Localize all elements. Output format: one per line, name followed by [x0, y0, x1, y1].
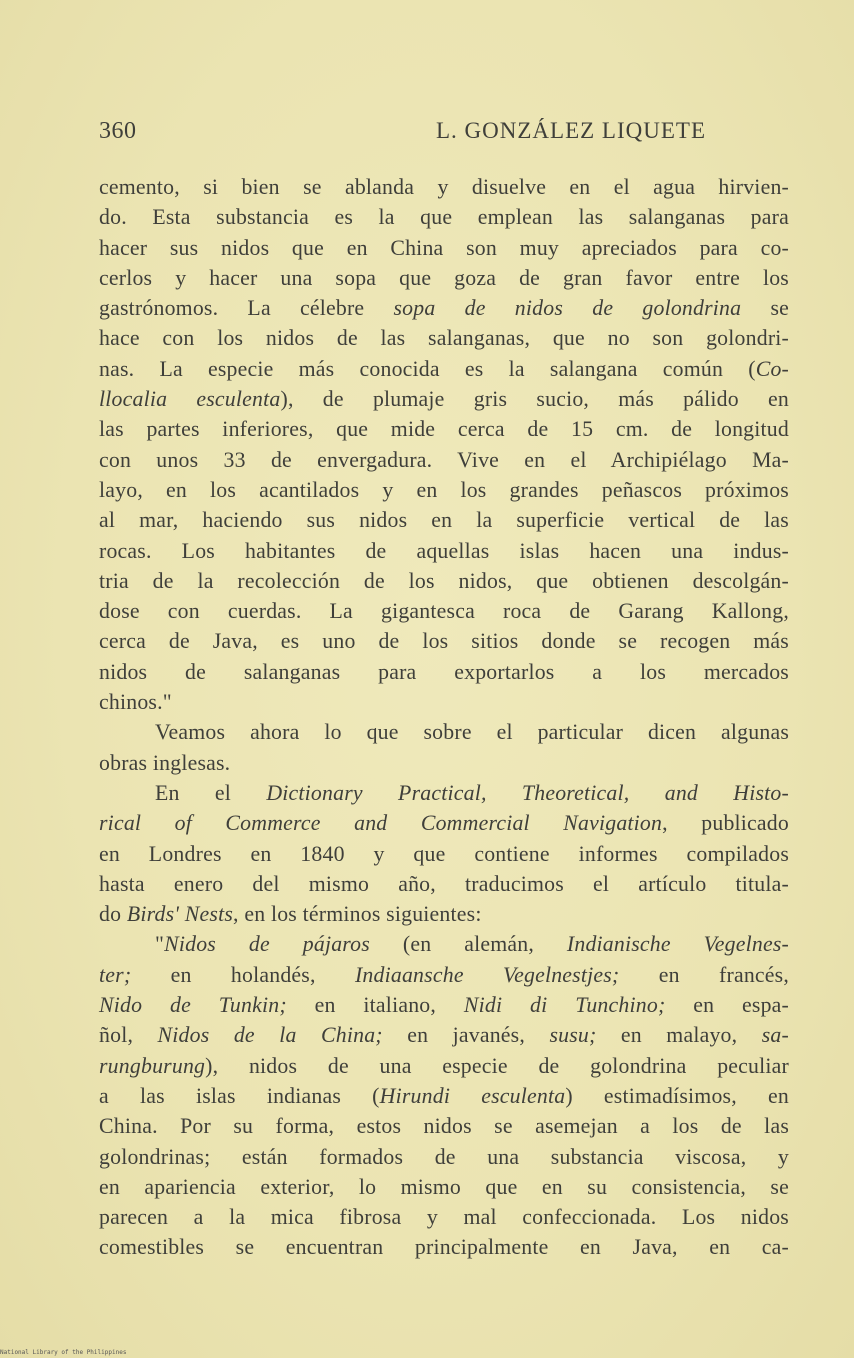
text-line: do Birds' Nests, en los términos siguientes: [99, 902, 482, 927]
text-line: gastrónomos. La célebre sopa de nidos de golondrina se [99, 296, 790, 321]
text-line: obras inglesas. [99, 750, 231, 775]
text-line: parecen a la mica fibrosa y mal confeccionada. Los nidos [99, 1205, 789, 1230]
body-text [99, 172, 789, 1263]
text-line: rocas. Los habitantes de aquellas islas hacen una indus- [99, 538, 789, 563]
text-line: llocalia esculenta), de plumaje gris sucio, más pálido en [99, 387, 789, 412]
text-line: "Nidos de pájaros (en alemán, Indianische Vegelnes- [155, 932, 789, 957]
text-line: Nido de Tunkin; en italiano, Nidi di Tunchino; en espa- [99, 993, 790, 1018]
text-line: tria de la recolección de los nidos, que obtienen descolgán- [99, 568, 789, 593]
text-line: las partes inferiores, que mide cerca de 15 cm. de longitud [99, 417, 789, 442]
text-line: cerca de Java, es uno de los sitios donde se recogen más [99, 629, 789, 654]
text-line: en Londres en 1840 y que contiene informes compilados [99, 841, 789, 866]
text-line: ñol, Nidos de la China; en javanés, susu; en malayo, sa- [99, 1023, 789, 1048]
text-line: comestibles se encuentran principalmente en Java, en ca- [99, 1235, 789, 1260]
library-credit: National Library of the Philippines [0, 1349, 127, 1356]
text-line: cerlos y hacer una sopa que goza de gran favor entre los [99, 265, 789, 290]
text-line: Veamos ahora lo que sobre el particular dicen algunas [155, 720, 789, 745]
text-line: nas. La especie más conocida es la salangana común (Co- [99, 356, 789, 381]
text-line: con unos 33 de envergadura. Vive en el Archipiélago Ma- [99, 447, 789, 472]
text-line: En el Dictionary Practical, Theoretical, and Histo- [155, 780, 789, 805]
text-line: hacer sus nidos que en China son muy apreciados para co- [99, 235, 789, 260]
page-number: 360 [99, 118, 137, 144]
text-line: China. Por su forma, estos nidos se asemejan a los de las [99, 1114, 789, 1139]
text-line: ter; en holandés, Indiaansche Vegelnestjes; en francés, [99, 962, 789, 987]
text-line: hasta enero del mismo año, traducimos el artículo titula- [99, 871, 789, 896]
text-line: nidos de salanganas para exportarlos a los mercados [99, 659, 789, 684]
text-line: chinos." [99, 690, 172, 715]
text-line: al mar, haciendo sus nidos en la superficie vertical de las [99, 508, 789, 533]
text-line: en apariencia exterior, lo mismo que en su consistencia, se [99, 1174, 789, 1199]
text-line: do. Esta substancia es la que emplean las salanganas para [99, 205, 789, 230]
text-line: dose con cuerdas. La gigantesca roca de Garang Kallong, [99, 599, 789, 624]
text-line: layo, en los acantilados y en los grandes peñascos próximos [99, 477, 789, 502]
text-line: a las islas indianas (Hirundi esculenta) estimadísimos, en [99, 1083, 789, 1108]
running-head: L. GONZÁLEZ LIQUETE [436, 118, 707, 143]
text-line: rical of Commerce and Commercial Navigation, publicado [99, 811, 789, 836]
text-line: golondrinas; están formados de una substancia viscosa, y [99, 1144, 789, 1169]
text-line: hace con los nidos de las salanganas, que no son golondri- [99, 326, 789, 351]
text-line: cemento, si bien se ablanda y disuelve en el agua hirvien- [99, 175, 789, 199]
text-line: rungburung), nidos de una especie de golondrina peculiar [99, 1053, 789, 1078]
page-header [99, 118, 789, 148]
